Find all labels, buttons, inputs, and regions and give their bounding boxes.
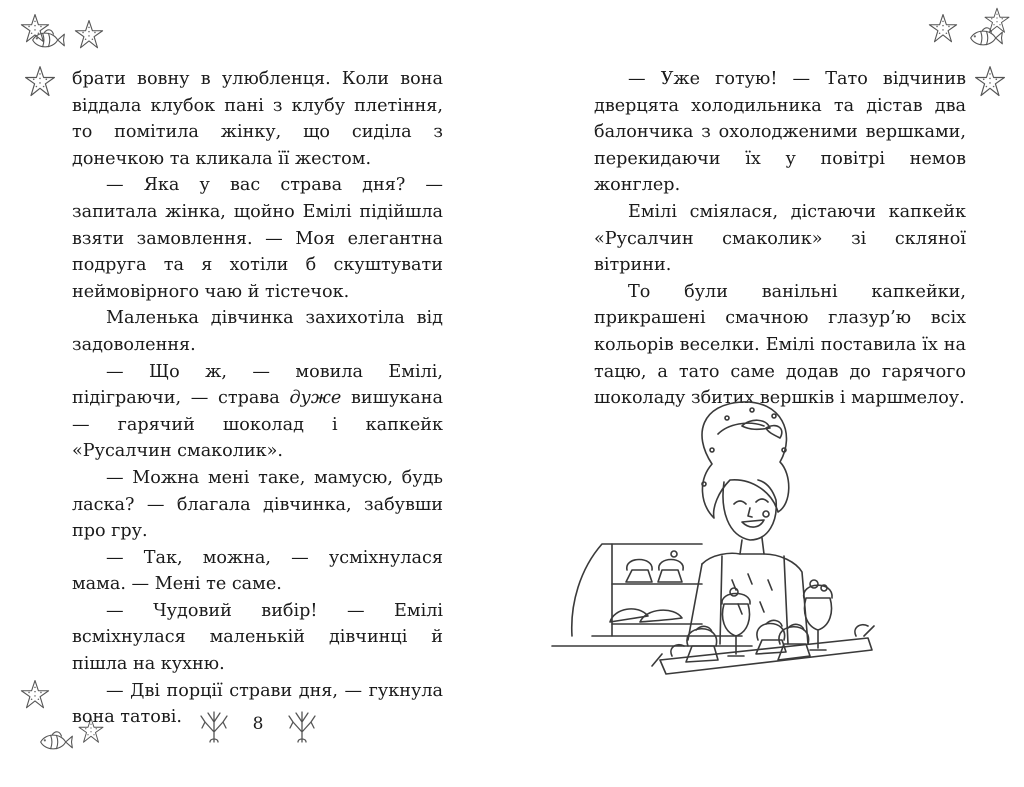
paragraph [72,359,443,465]
page-number: 8 [252,714,264,734]
paragraph-text: — Що ж, — мовила Емілі, підіграючи, — страва [72,361,443,409]
fish-icon [26,28,66,52]
emphasis-text: дуже [289,388,342,409]
paragraph: — Яка у вас страва дня? — запитала жінка, щойно Емілі підійшла взяти замовлення. — Моя елегантна подруга та я хотіли б скуштувати неймовірного чаю й тістечок. [72,175,443,302]
paragraph: — Уже готую! — Тато відчинив дверцята холодильника та дістав два балончика з охолодженими вершками, перекидаючи їх у повітрі немов жонглер. [594,69,966,196]
paragraph: — Чудовий вибір! — Емілі всміхнулася маленькій дівчинці й пішла на кухню. [72,600,443,675]
starfish-icon [18,678,52,712]
coral-icon [196,708,232,744]
paragraph: — Дві порції страви дня, — гукнула вона татові. [72,680,443,728]
coral-icon [284,708,320,744]
paragraph: Емілі сміялася, дістаючи капкейк «Русалчин смаколик» зі скляної вітрини. [594,201,966,276]
paragraph: — Можна мені таке, мамусю, будь ласка? — благала дівчинка, забувши про гру. [72,467,443,542]
starfish-icon [22,64,58,100]
starfish-icon [982,6,1012,36]
right-text-column [594,66,966,412]
paragraph-text: вишукана — гарячий шоколад і капкейк «Русалчин смаколик». [72,388,444,462]
page-footer [0,712,512,742]
paragraph: брати вовну в улюбленця. Коли вона віддала клубок пані з клубу плетіння, то помітила жінку, що сиділа з донечкою та кликала її жестом. [72,69,443,169]
illustration [552,404,902,694]
starfish-icon [972,64,1008,100]
right-page [512,0,1024,787]
paragraph: — Так, можна, — усміхнулася мама. — Мені те саме. [72,547,443,595]
starfish-icon [72,18,106,52]
starfish-icon [926,12,960,46]
paragraph: Маленька дівчинка захихотіла від задоволення. [72,308,443,355]
paragraph: То були ванільні капкейки, прикрашені смачною глазур’ю всіх кольорів веселки. Емілі поставила їх на тацю, а тато саме додав до гарячого шоколаду збитих вершків і маршмелоу. [594,281,966,409]
left-text-column [72,66,443,731]
